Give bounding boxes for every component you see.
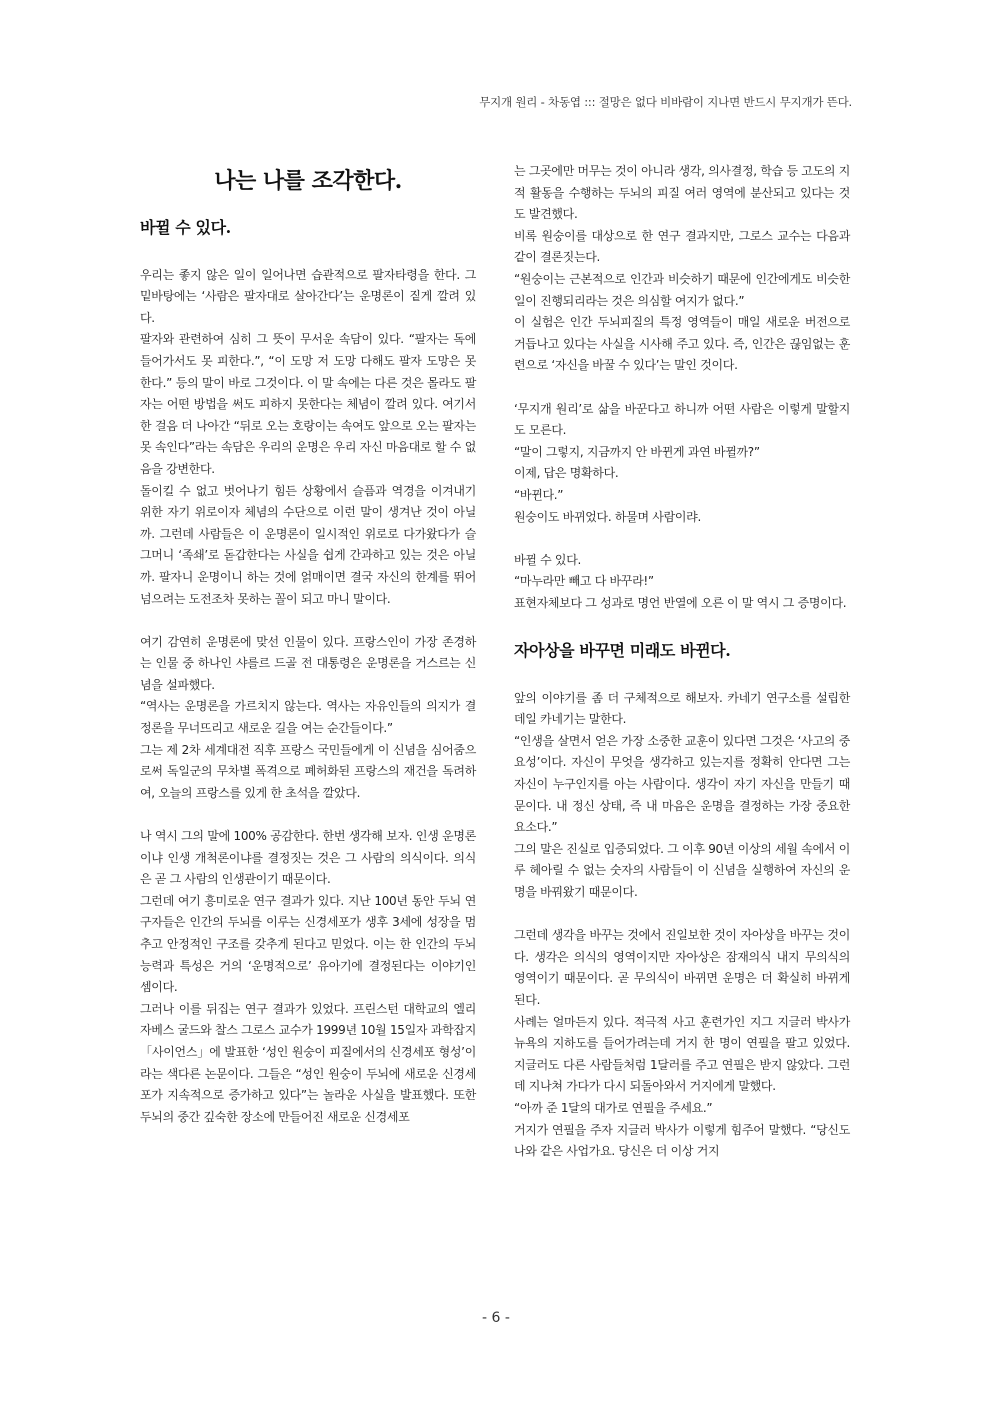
spacer — [140, 610, 476, 632]
paragraph: 바뀔 수 있다. — [514, 552, 582, 567]
section-heading: 자아상을 바꾸면 미래도 바뀐다. — [514, 641, 731, 661]
right-column — [514, 161, 850, 1163]
running-header: 무지개 원리 - 차동엽 ::: 절망은 없다 비바람이 지나면 반드시 무지개가 뜬다. — [479, 95, 852, 109]
paragraph: 그의 말은 진실로 입증되었다. 그 이후 90년 이상의 세월 속에서 이루 헤아릴 수 없는 숫자의 사람들이 이 신념을 실행하여 자신의 운명을 바꿔왔기 때문이다. — [514, 841, 850, 899]
paragraph: 앞의 이야기를 좀 더 구체적으로 해보자. 카네기 연구소를 설립한 데일 카네기는 말한다. — [514, 690, 850, 727]
section-heading: 바뀔 수 있다. — [140, 218, 231, 237]
paragraph: 그런데 여기 흥미로운 연구 결과가 있다. 지난 100년 동안 두뇌 연구자들은 인간의 두뇌를 이루는 신경세포가 생후 3세에 성장을 멈추고 안정적인 구조를 갖추게 된다고 믿었다. 이는 한 인간의 두뇌 능력과 특성은 거의 ‘운명적으로’ 유아기에 결정된다는 이야기인 셈이다. — [140, 893, 476, 995]
paragraph: 원숭이도 바뀌었다. 하물며 사람이랴. — [514, 509, 701, 524]
paragraph: 이 실험은 인간 두뇌피질의 특정 영역들이 매일 새로운 버전으로 거듭나고 있다는 사실을 시사해 주고 있다. 즉, 인간은 끊임없는 훈련으로 ‘자신을 바꿀 수 있다’는 말인 것이다. — [514, 315, 850, 373]
paragraph: 그는 제 2차 세계대전 직후 프랑스 국민들에게 이 신념을 심어줌으로써 독일군의 무차별 폭격으로 폐허화된 프랑스의 재건을 독려하여, 오늘의 프랑스를 있게 한 초석을 깔았다. — [140, 742, 476, 800]
spacer — [514, 528, 850, 550]
quote-paragraph: “원숭이는 근본적으로 인간과 비슷하기 때문에 인간에게도 비슷한 일이 진행되리라는 것은 의심할 여지가 없다.” — [514, 271, 850, 308]
paragraph: 팔자와 관련하여 심히 그 뜻이 무서운 속담이 있다. “팔자는 독에 들어가서도 못 피한다.”, “이 도망 저 도망 다해도 팔자 도망은 못한다.” 등의 말이 바로 그것이다. 이 말 속에는 다른 것은 몰라도 팔자는 어떤 방법을 써도 피하지 못한다는 체념이 깔려 있다. 여기서 한 걸음 더 나아간 “뒤로 오는 호랑이는 속여도 앞으로 오는 팔자는 못 속인다”라는 속담은 우리의 운명은 우리 자신 마음대로 할 수 없음을 강변한다. — [140, 332, 476, 476]
paragraph: ‘무지개 원리’로 삶을 바꾼다고 하니까 어떤 사람은 이렇게 말할지도 모른다. — [514, 401, 850, 438]
paragraph: 사례는 얼마든지 있다. 적극적 사고 훈련가인 지그 지글러 박사가 뉴욕의 지하도를 들어가려는데 거지 한 명이 연필을 팔고 있었다. 지글러도 다른 사람들처럼 1달러를 주고 연필은 받지 않았다. 그런데 지나쳐 가다가 다시 되돌아와서 거지에게 말했다. — [514, 1014, 850, 1094]
paragraph: 그러나 이를 뒤집는 연구 결과가 있었다. 프린스턴 대학교의 엘리자베스 굴드와 찰스 그로스 교수가 1999년 10월 15일자 과학잡지 「사이언스」에 발표한 ‘성인 원숭이 피질에서의 신경세포 형성’이라는 색다른 논문이다. 그들은 “성인 원숭이 두뇌에 새로운 신경세포가 지속적으로 증가하고 있다”는 놀라운 사실을 발표했다. 또한 두뇌의 중간 깊숙한 장소에 만들어진 새로운 신경세포 — [140, 1001, 476, 1124]
spacer — [140, 243, 476, 265]
paragraph: 거지가 연필을 주자 지글러 박사가 이렇게 힘주어 말했다. “당신도 나와 같은 사업가요. 당신은 더 이상 거지 — [514, 1122, 850, 1159]
paragraph: 표현자체보다 그 성과로 명언 반열에 오른 이 말 역시 그 증명이다. — [514, 595, 847, 610]
spacer — [140, 804, 476, 826]
quote-paragraph: “마누라만 빼고 다 바꾸라!” — [514, 574, 654, 589]
quote-paragraph: “아까 준 1달의 대가로 연필을 주세요.” — [514, 1100, 713, 1115]
spacer — [140, 201, 476, 213]
paragraph: 우리는 좋지 않은 일이 일어나면 습관적으로 팔자타령을 한다. 그 밑바탕에는 ‘사람은 팔자대로 살아간다’는 운명론이 짙게 깔려 있다. — [140, 267, 476, 325]
paragraph: 나 역시 그의 말에 100% 공감한다. 한번 생각해 보자. 인생 운명론이냐 인생 개척론이냐를 결정짓는 것은 그 사람의 의식이다. 의식은 곧 그 사람의 인생관이기 때문이다. — [140, 829, 476, 887]
paragraph: 는 그곳에만 머무는 것이 아니라 생각, 의사결정, 학습 등 고도의 지적 활동을 수행하는 두뇌의 피질 여러 영역에 분산되고 있다는 것도 발견했다. — [514, 164, 850, 222]
paragraph: 그런데 생각을 바꾸는 것에서 진일보한 것이 자아상을 바꾸는 것이다. 생각은 의식의 영역이지만 자아상은 잠재의식 내지 무의식의 영역이기 때문이다. 곧 무의식이 바뀌면 운명은 더 확실히 바뀌게 된다. — [514, 928, 850, 1007]
spacer — [514, 614, 850, 636]
left-column — [140, 161, 476, 1128]
spacer — [514, 377, 850, 399]
paragraph: 여기 감연히 운명론에 맞선 인물이 있다. 프랑스인이 가장 존경하는 인물 중 하나인 샤를르 드골 전 대통령은 운명론을 거스르는 신념을 설파했다. — [140, 634, 476, 692]
quote-paragraph: “인생을 살면서 얻은 가장 소중한 교훈이 있다면 그것은 ‘사고의 중요성’이다. 자신이 무엇을 생각하고 있는지를 정확히 안다면 그는 자신이 누구인지를 아는 사람이다. 생각이 자기 자신을 만들기 때문이다. 내 정신 상태, 즉 내 마음은 운명을 결정하는 가장 중요한 요소다.” — [514, 733, 850, 835]
chapter-title: 나는 나를 조각한다. — [214, 168, 402, 194]
quote-paragraph: “바뀐다.” — [514, 487, 564, 502]
quote-paragraph: “역사는 운명론을 가르치지 않는다. 역사는 자유인들의 의지가 결정론을 무너뜨리고 새로운 길을 여는 순간들이다.” — [140, 699, 476, 736]
spacer — [514, 904, 850, 926]
paragraph: 돌이킬 수 없고 벗어나기 힘든 상황에서 슬픔과 역경을 이겨내기 위한 자기 위로이자 체념의 수단으로 이런 말이 생겨난 것이 아닐까. 그런데 사람들은 이 운명론이 일시적인 위로로 다가왔다가 슬그머니 ‘족쇄’로 돋갑한다는 사실을 쉽게 간과하고 있는 것은 아닐까. 팔자니 운명이니 하는 것에 얽매이면 결국 자신의 한계를 뛰어넘으려는 도전조차 못하는 꼴이 되고 마니 말이다. — [140, 483, 476, 606]
page-number: - 6 - — [482, 1310, 510, 1326]
paragraph: 비록 원숭이를 대상으로 한 연구 결과지만, 그로스 교수는 다음과 같이 결론짓는다. — [514, 228, 850, 265]
spacer — [514, 666, 850, 688]
paragraph: 이제, 답은 명확하다. — [514, 466, 619, 481]
quote-paragraph: “말이 그렇지, 지금까지 안 바뀐게 과연 바뀔까?” — [514, 444, 760, 459]
